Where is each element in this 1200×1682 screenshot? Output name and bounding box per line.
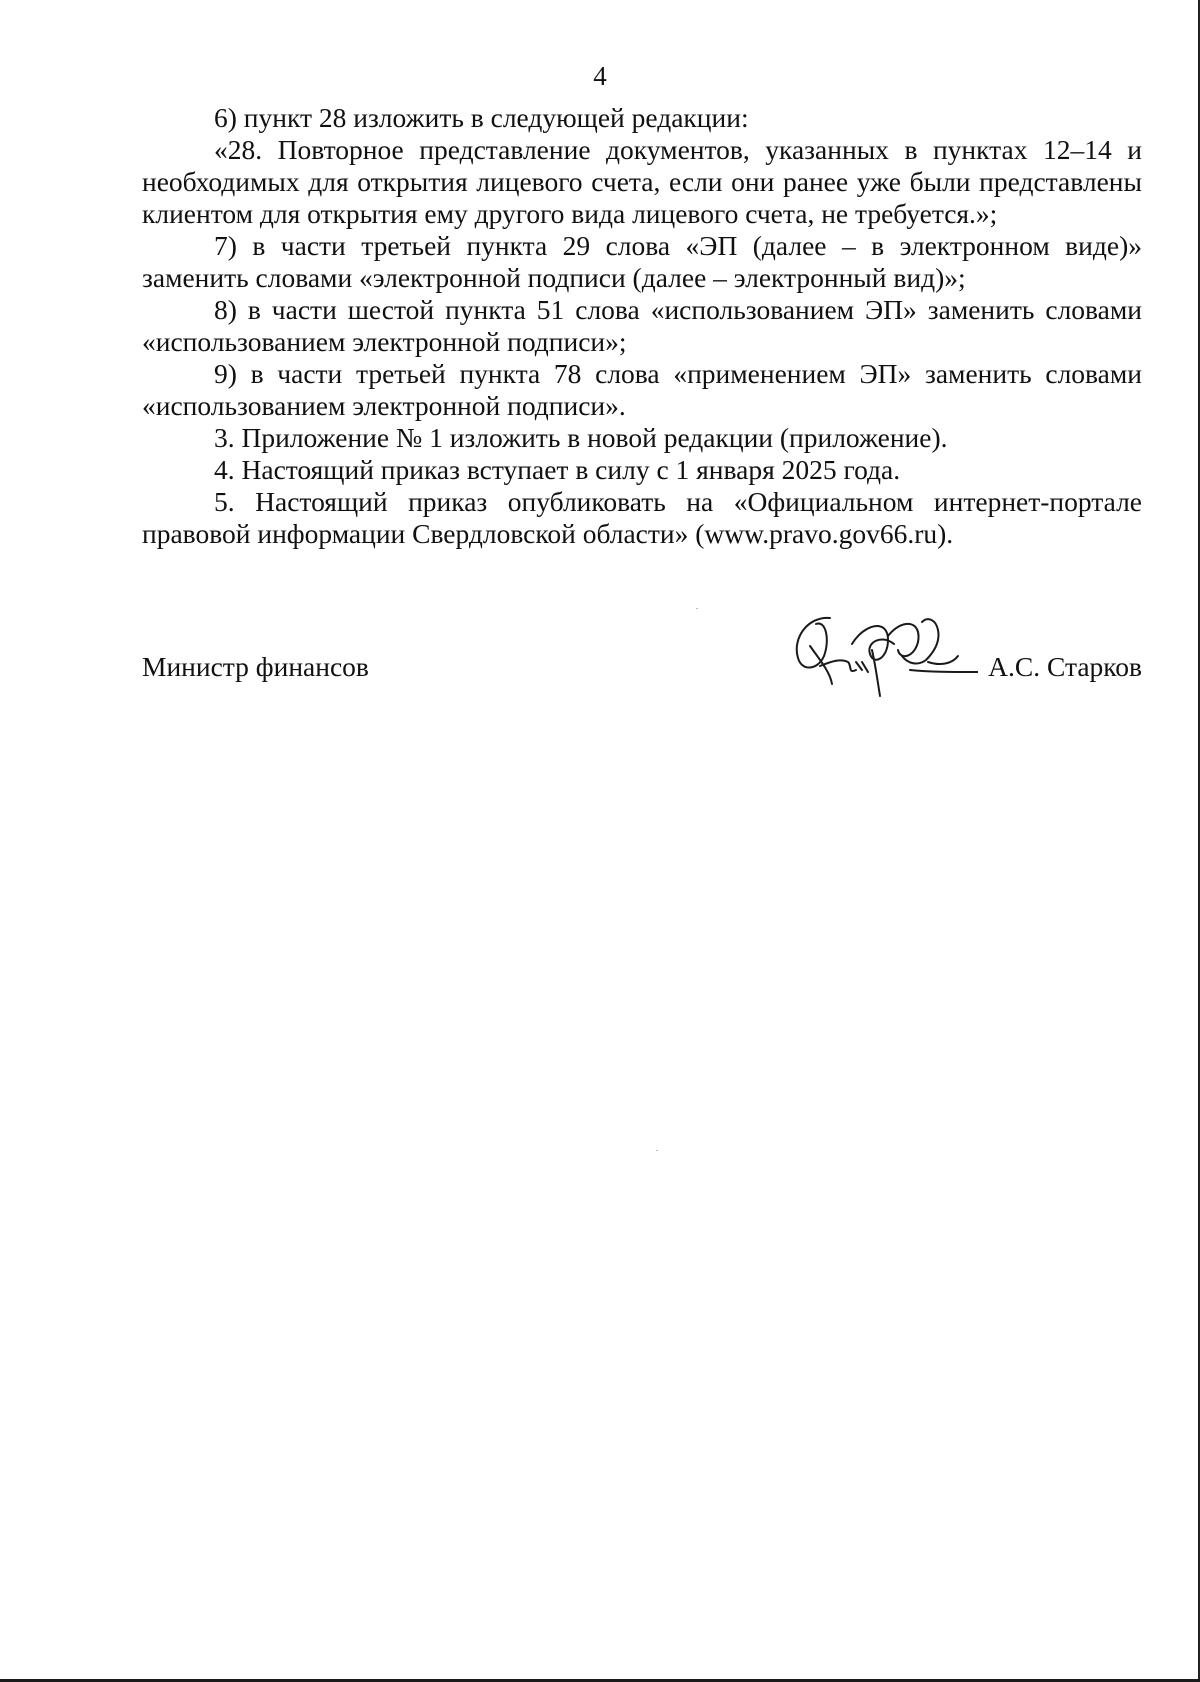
signatory-title: Министр финансов [142, 651, 369, 682]
signature-block [142, 610, 1142, 710]
paragraph-section-4: 4. Настоящий приказ вступает в силу с 1 января 2025 года. [214, 454, 901, 485]
paragraph-item-7: 7) в части третьей пункта 29 слова «ЭП (далее – в электронном виде)» заменить словами «электронной подписи (далее – электронный вид)»; [142, 230, 1142, 293]
scan-speck [656, 1150, 658, 1151]
paragraph-item-9: 9) в части третьей пункта 78 слова «применением ЭП» заменить словами «использованием электронной подписи». [142, 358, 1142, 421]
page-number: 4 [593, 61, 607, 91]
scan-speck [696, 608, 698, 609]
paragraph-section-3: 3. Приложение № 1 изложить в новой редакции (приложение). [214, 422, 948, 453]
paragraph-item-8: 8) в части шестой пункта 51 слова «использованием ЭП» заменить словами «использованием электронной подписи»; [142, 294, 1142, 357]
paragraph-item-6: 6) пункт 28 изложить в следующей редакции: [214, 102, 749, 133]
paragraph-section-5: 5. Настоящий приказ опубликовать на «Официальном интернет-портале правовой информации Свердловской области» (www.pravo.gov66.ru). [142, 486, 1142, 549]
paragraph-quote-28: «28. Повторное представление документов, указанных в пунктах 12–14 и необходимых для открытия лицевого счета, если они ранее уже были представлены клиентом для открытия ему другого вида лицевого счета, не требуется.»; [142, 134, 1142, 229]
document-body [142, 102, 1142, 550]
signatory-name: А.С. Старков [988, 651, 1142, 682]
handwritten-signature [790, 610, 978, 700]
